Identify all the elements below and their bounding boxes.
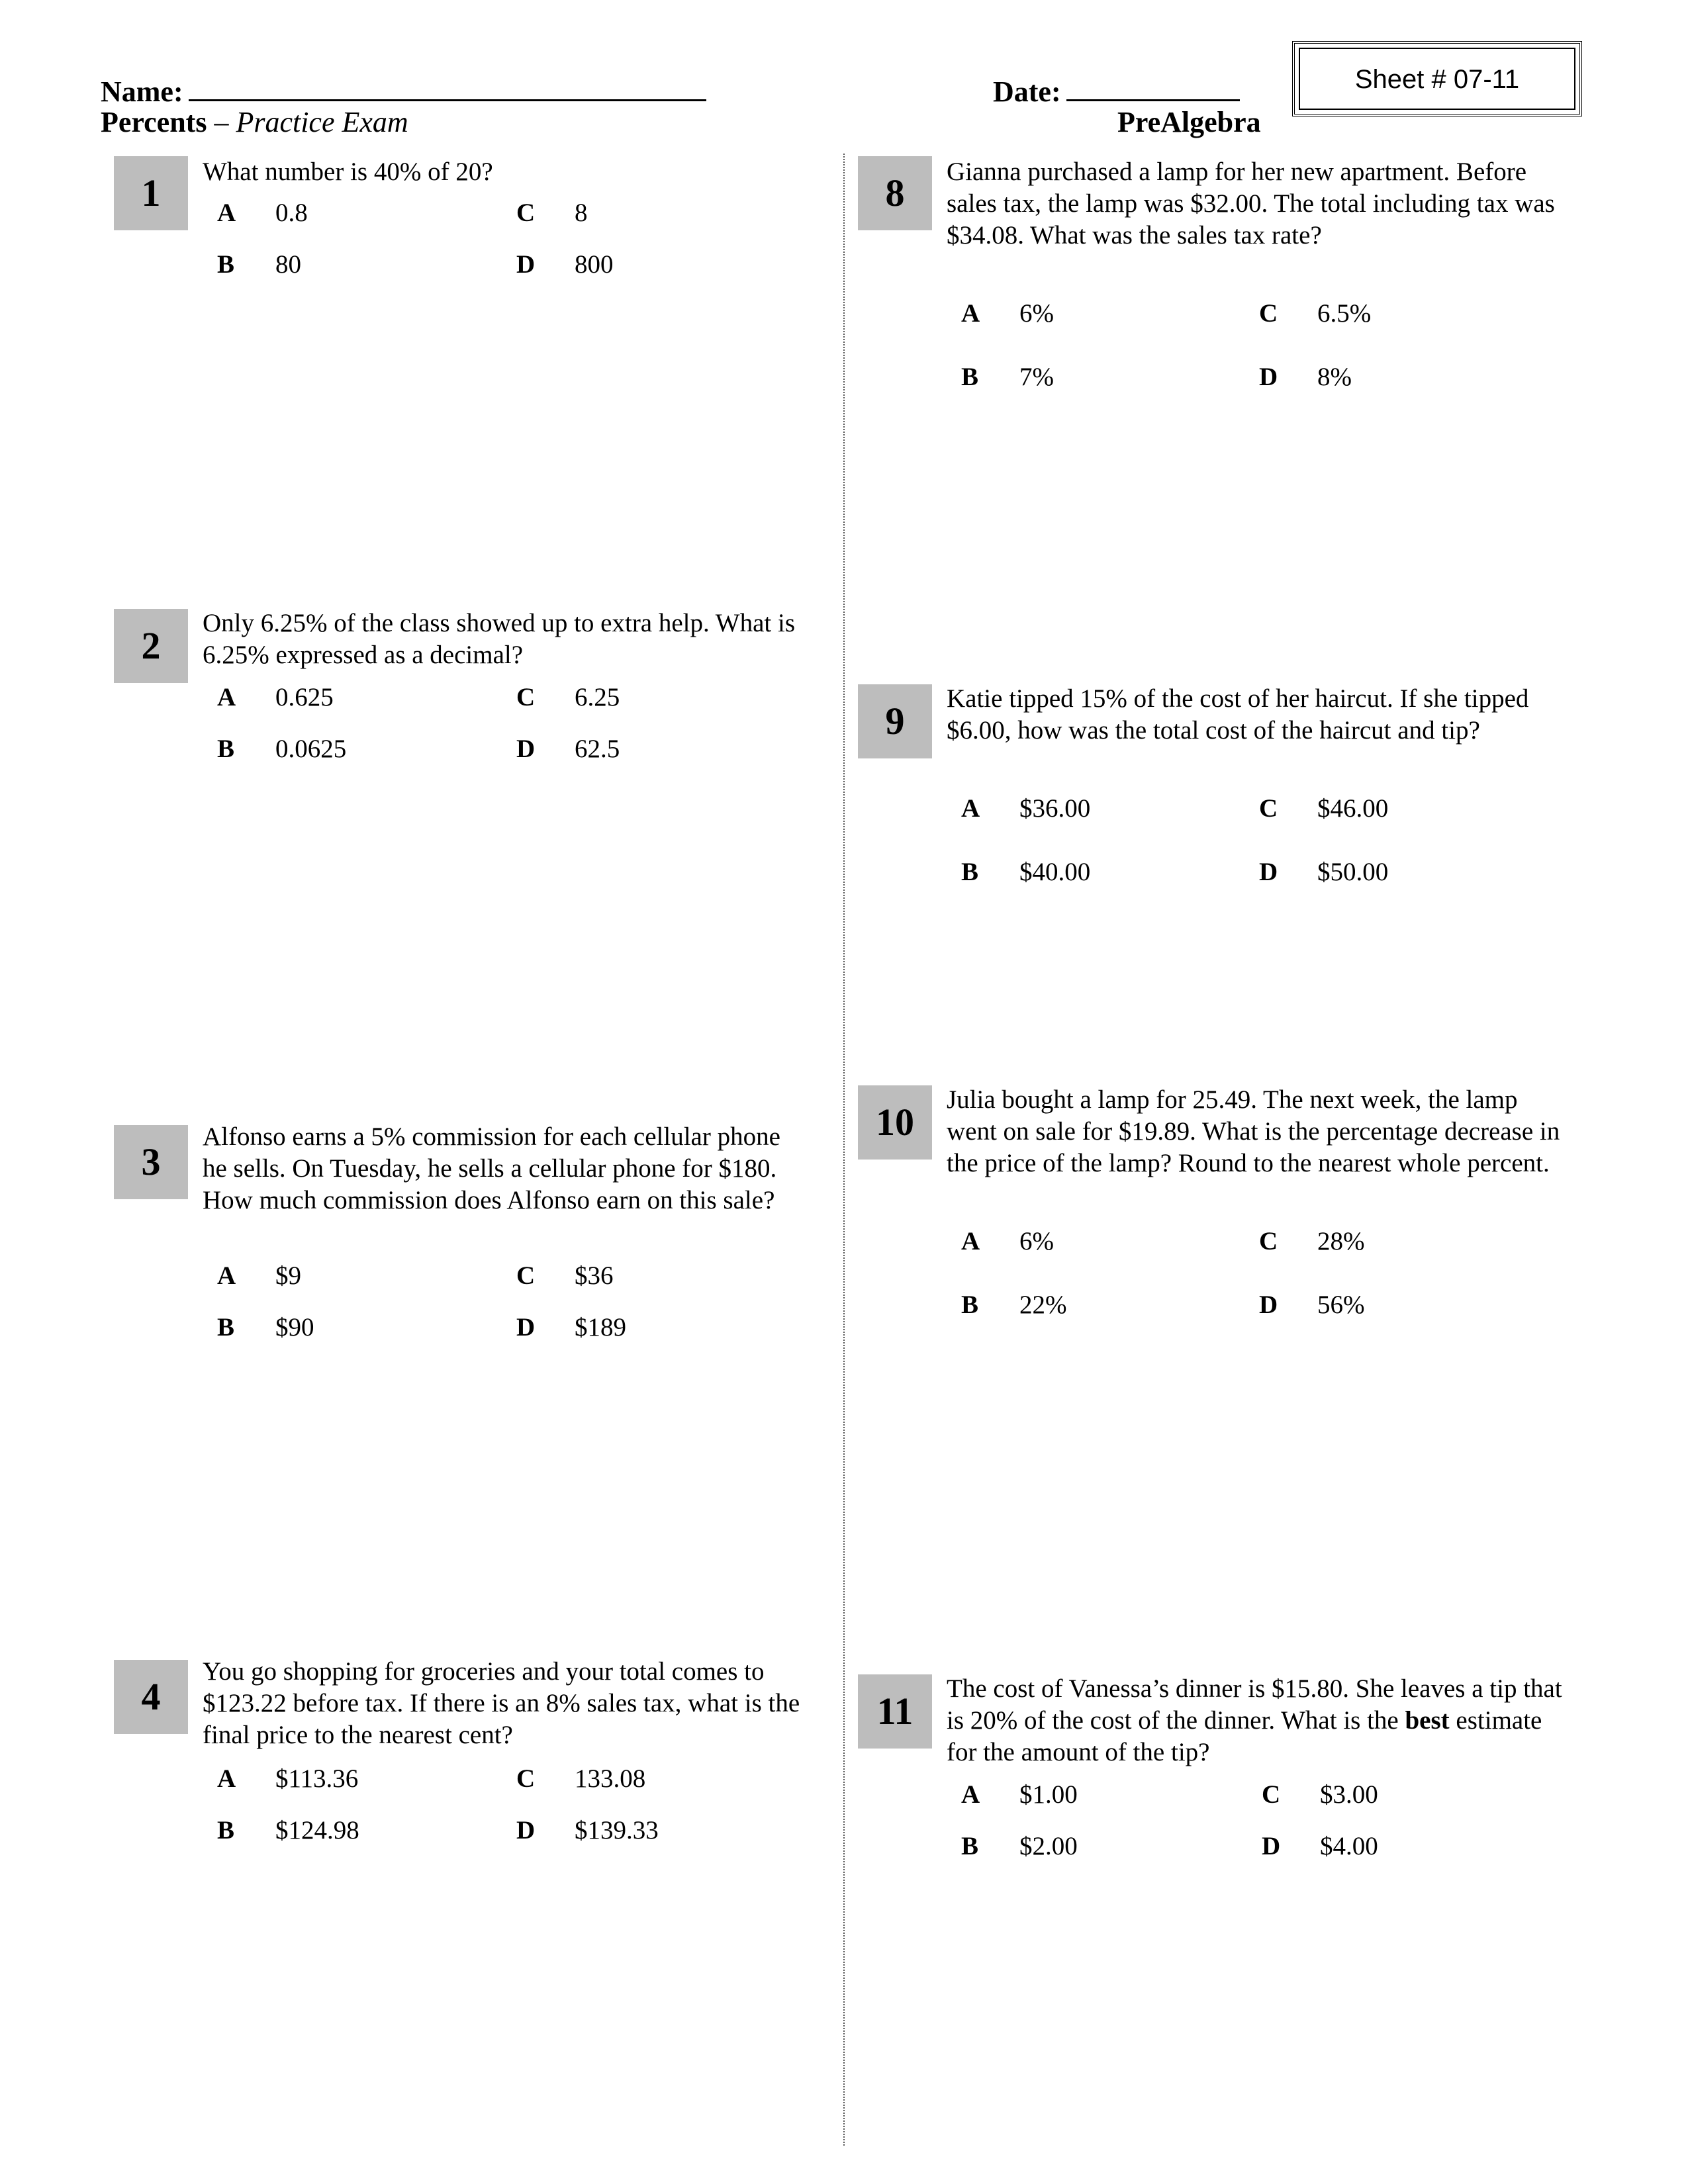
option-b[interactable]: B $40.00 <box>961 858 1091 886</box>
option-c[interactable]: C 6.25 <box>516 683 620 711</box>
question-number: 3 <box>114 1125 188 1199</box>
question-text: Only 6.25% of the class showed up to extra help. What is 6.25% expressed as a decimal? <box>203 609 796 669</box>
question-number: 1 <box>114 156 188 230</box>
option-a[interactable]: A 0.625 <box>217 683 334 711</box>
option-c[interactable]: C 6.5% <box>1259 299 1372 328</box>
option-b[interactable]: B $2.00 <box>961 1832 1078 1860</box>
question-text: Gianna purchased a lamp for her new apartment. Before sales tax, the lamp was $32.00. The total including tax was $34.08. What was the sales tax rate? <box>947 158 1555 250</box>
option-a[interactable]: A $9 <box>217 1261 301 1290</box>
option-d[interactable]: D 56% <box>1259 1291 1365 1319</box>
option-b[interactable]: B 22% <box>961 1291 1067 1319</box>
question-text: What number is 40% of 20? <box>203 158 493 186</box>
date-label: Date: <box>993 75 1061 108</box>
date-field[interactable] <box>993 74 1240 109</box>
option-d[interactable]: D $139.33 <box>516 1816 659 1844</box>
title-bold: Percents <box>101 106 207 138</box>
question-number: 10 <box>858 1085 932 1160</box>
option-c[interactable]: C 28% <box>1259 1227 1365 1255</box>
name-line[interactable] <box>189 74 706 101</box>
date-line[interactable] <box>1066 74 1240 101</box>
question-number: 4 <box>114 1660 188 1734</box>
option-d[interactable]: D 62.5 <box>516 735 620 763</box>
course-name <box>1117 106 1261 139</box>
question-number: 9 <box>858 684 932 758</box>
option-d[interactable]: D $50.00 <box>1259 858 1389 886</box>
option-c[interactable]: C $36 <box>516 1261 614 1290</box>
question-number: 2 <box>114 609 188 683</box>
name-label: Name: <box>101 75 183 108</box>
sheet-number-box <box>1292 41 1582 116</box>
question-text: Katie tipped 15% of the cost of her haircut. If she tipped $6.00, how was the total cost of the haircut and tip? <box>947 684 1529 745</box>
option-a[interactable]: A 6% <box>961 1227 1054 1255</box>
question-text <box>947 1673 1569 1768</box>
question-text-start: The cost of Vanessa’s dinner is $15.80. She leaves a tip that is 20% of the cost of the dinner. What is the <box>947 1674 1562 1735</box>
option-d[interactable]: D 800 <box>516 250 614 279</box>
option-a[interactable]: A $113.36 <box>217 1764 359 1793</box>
option-c[interactable]: C $46.00 <box>1259 794 1389 823</box>
option-b[interactable]: B $90 <box>217 1313 314 1342</box>
page-title <box>101 106 408 139</box>
option-d[interactable]: D 8% <box>1259 363 1352 391</box>
option-c[interactable]: C 8 <box>516 199 588 227</box>
question-text-end: estimate for the amount of the tip? <box>947 1706 1542 1766</box>
question-number: 11 <box>858 1674 932 1749</box>
name-field[interactable] <box>101 74 706 109</box>
option-b[interactable]: B 7% <box>961 363 1054 391</box>
option-a[interactable]: A $1.00 <box>961 1780 1078 1809</box>
question-number: 8 <box>858 156 932 230</box>
option-b[interactable]: B 0.0625 <box>217 735 347 763</box>
option-b[interactable]: B 80 <box>217 250 301 279</box>
option-c[interactable]: C 133.08 <box>516 1764 646 1793</box>
question-text: Julia bought a lamp for 25.49. The next week, the lamp went on sale for $19.89. What is the percentage decrease in the price of the lamp? Round to the nearest whole percent. <box>947 1085 1560 1177</box>
option-b[interactable]: B $124.98 <box>217 1816 359 1844</box>
sheet-number: Sheet # 07-11 <box>1299 48 1575 110</box>
option-a[interactable]: A $36.00 <box>961 794 1091 823</box>
title-italic: Practice Exam <box>236 106 408 138</box>
option-d[interactable]: D $4.00 <box>1262 1832 1378 1860</box>
option-a[interactable]: A 6% <box>961 299 1054 328</box>
option-d[interactable]: D $189 <box>516 1313 626 1342</box>
option-c[interactable]: C $3.00 <box>1262 1780 1378 1809</box>
column-divider <box>843 154 845 2146</box>
option-a[interactable]: A 0.8 <box>217 199 308 227</box>
course-label: PreAlgebra <box>1117 106 1261 138</box>
question-text-emphasis: best <box>1405 1706 1450 1735</box>
question-text: Alfonso earns a 5% commission for each cellular phone he sells. On Tuesday, he sells a cellular phone for $180. How much commission does Alfonso earn on this sale? <box>203 1122 780 1214</box>
title-dash: – <box>207 106 236 138</box>
question-text: You go shopping for groceries and your total comes to $123.22 before tax. If there is an 8% sales tax, what is the final price to the nearest cent? <box>203 1657 800 1749</box>
